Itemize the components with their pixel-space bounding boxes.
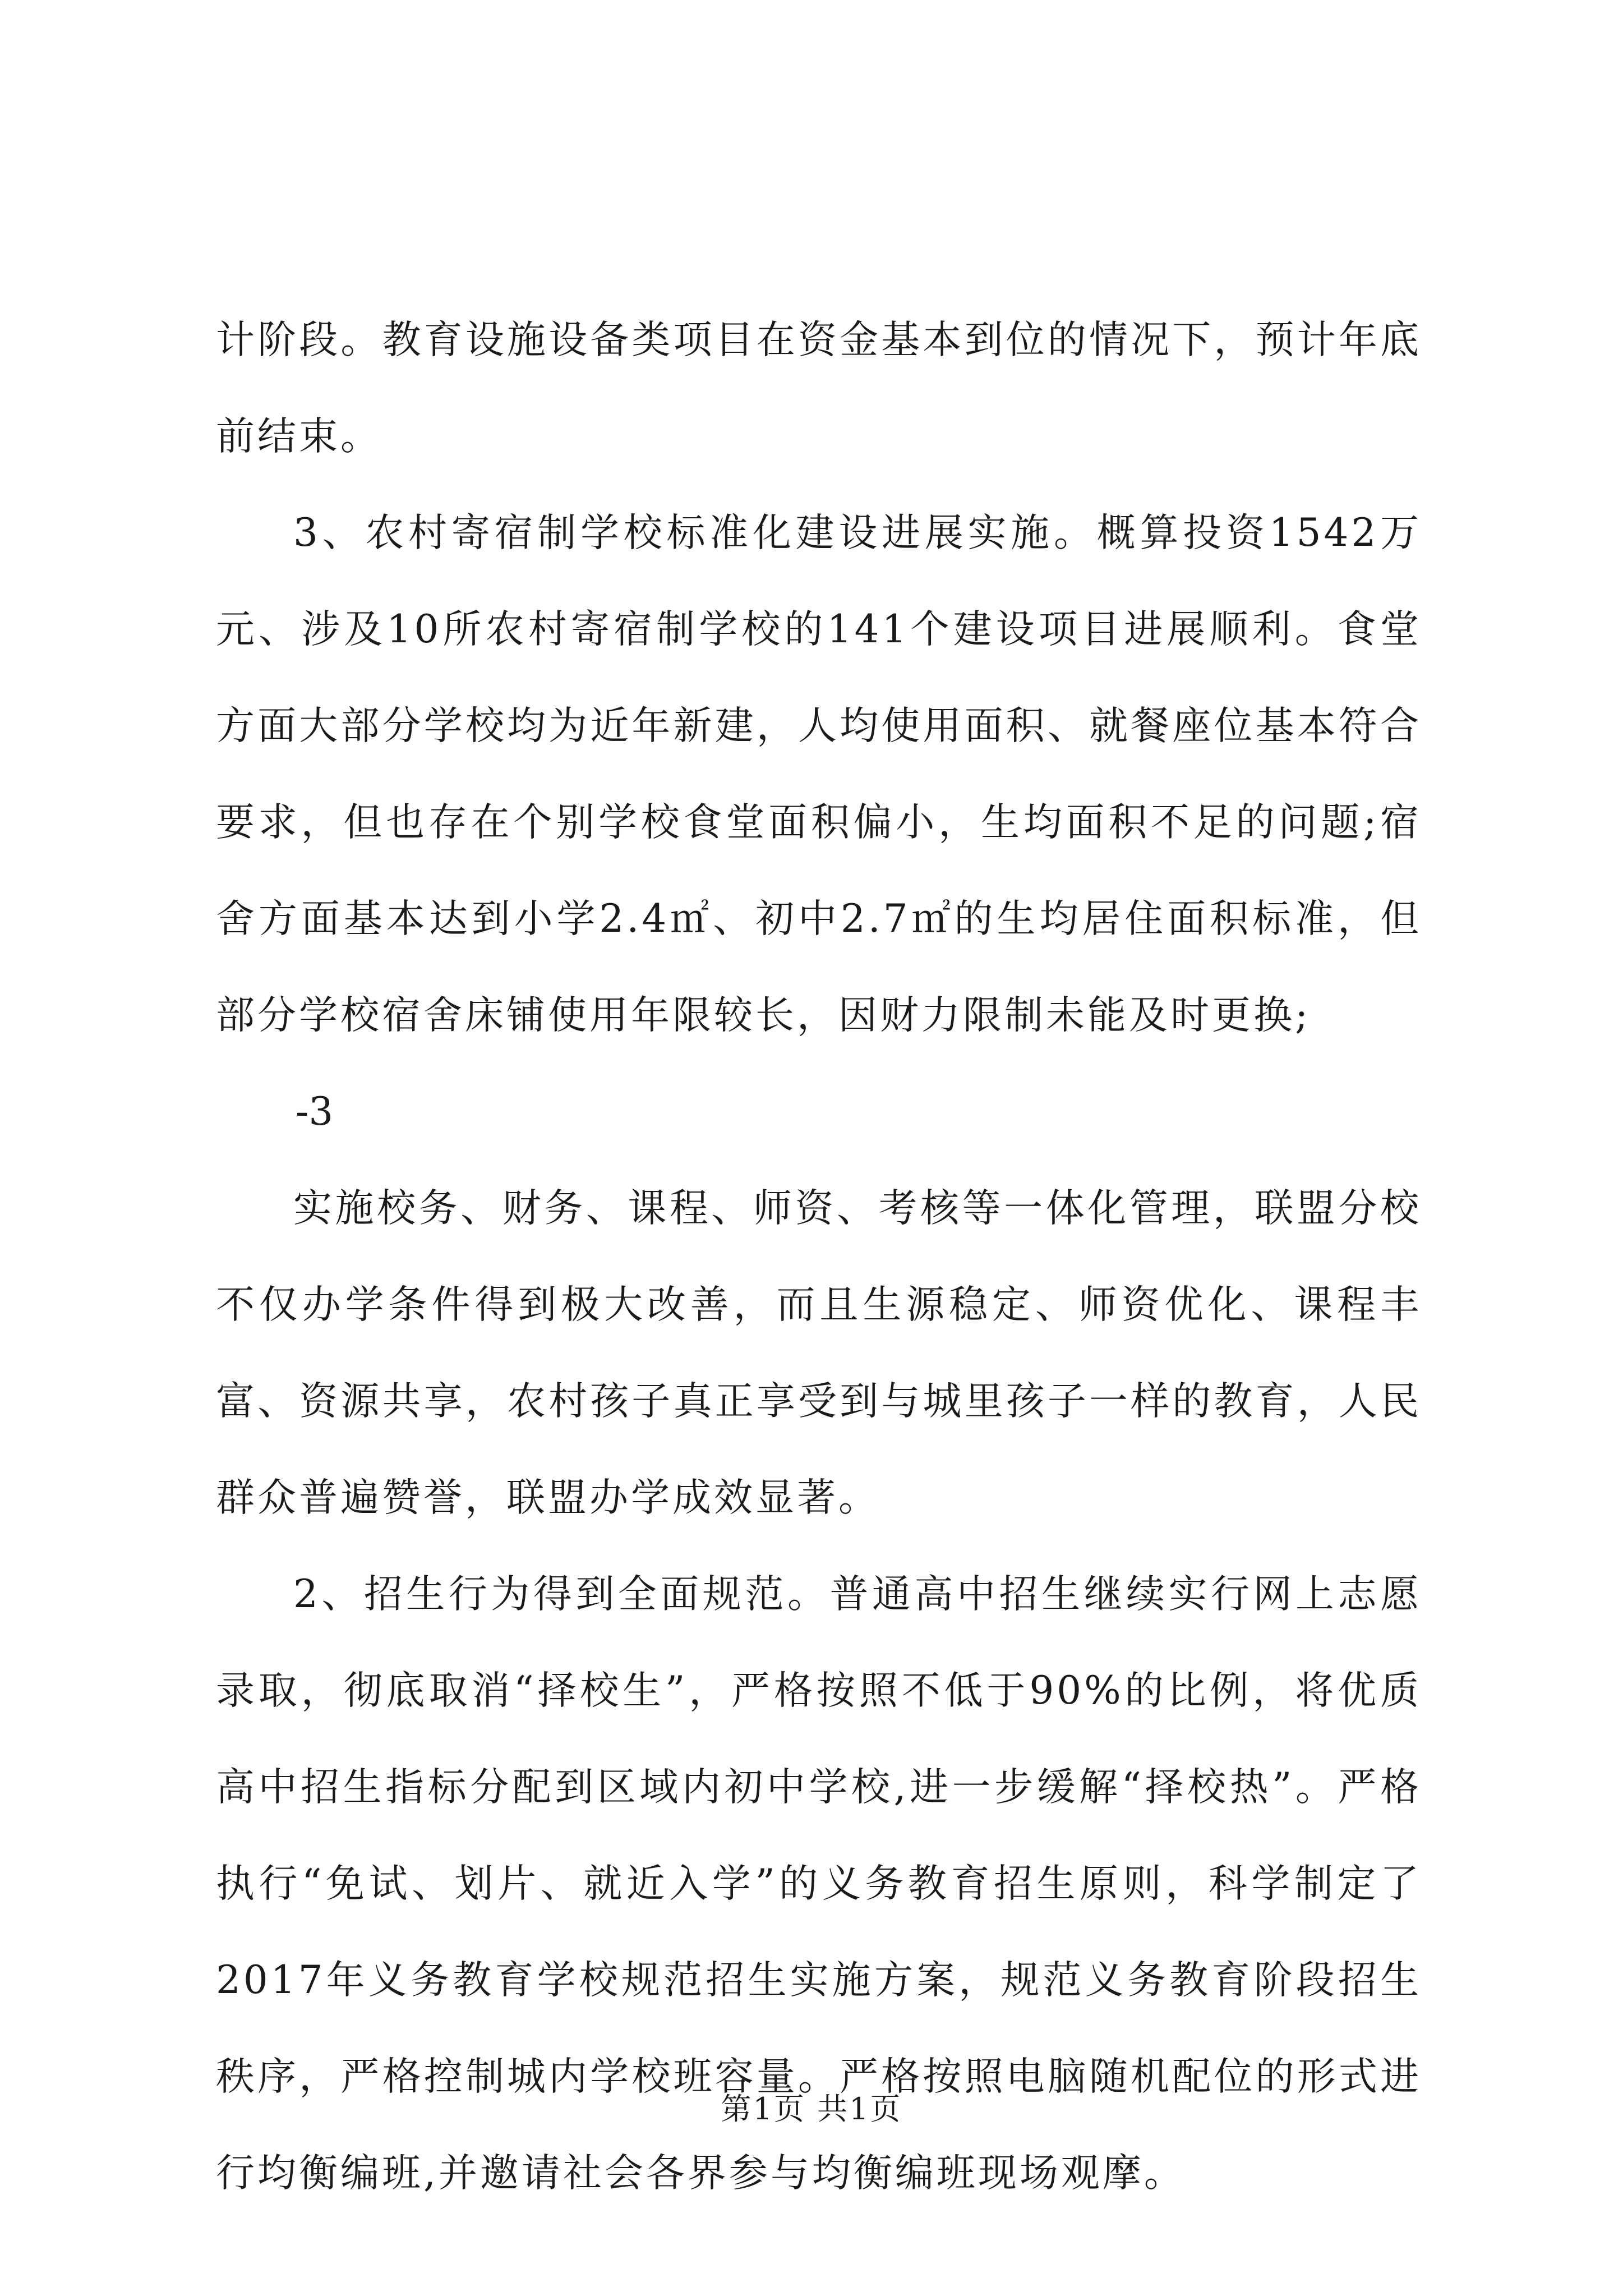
paragraph-boarding-schools: 3、农村寄宿制学校标准化建设进展实施。概算投资1542万元、涉及10所农村寄宿制学校的141个建设项目进展顺利。食堂方面大部分学校均为近年新建，人均使用面积、就餐座位基本符合要求，但也存在个别学校食堂面积偏小，生均面积不足的问题;宿舍方面基本达到小学2.4㎡、初中2.7㎡的生均居住面积标准，但部分学校宿舍床铺使用年限较长，因财力限制未能及时更换; xyxy=(216,510,1422,1038)
document-body xyxy=(216,292,1422,2221)
paragraph-alliance-management: 实施校务、财务、课程、师资、考核等一体化管理，联盟分校不仅办学条件得到极大改善，而且生源稳定、师资优化、课程丰富、资源共享，农村孩子真正享受到与城里孩子一样的教育，人民群众普遍赞誉，联盟办学成效显著。 xyxy=(216,1186,1422,1520)
paragraph-enrollment: 2、招生行为得到全面规范。普通高中招生继续实行网上志愿录取，彻底取消“择校生”，严格按照不低于90%的比例，将优质高中招生指标分配到区域内初中学校,进一步缓解“择校热”。严格执行“免试、划片、就近入学”的义务教育招生原则，科学制定了2017年义务教育学校规范招生实施方案，规范义务教育阶段招生秩序，严格控制城内学校班容量。严格按照电脑随机配位的形式进行均衡编班,并邀请社会各界参与均衡编班现场观摩。 xyxy=(216,1572,1422,2196)
page-marker: -3 xyxy=(296,1089,334,1134)
page-footer: 第1页 共1页 xyxy=(721,2091,902,2127)
paragraph-continuation: 计阶段。教育设施设备类项目在资金基本到位的情况下，预计年底前结束。 xyxy=(216,318,1422,459)
